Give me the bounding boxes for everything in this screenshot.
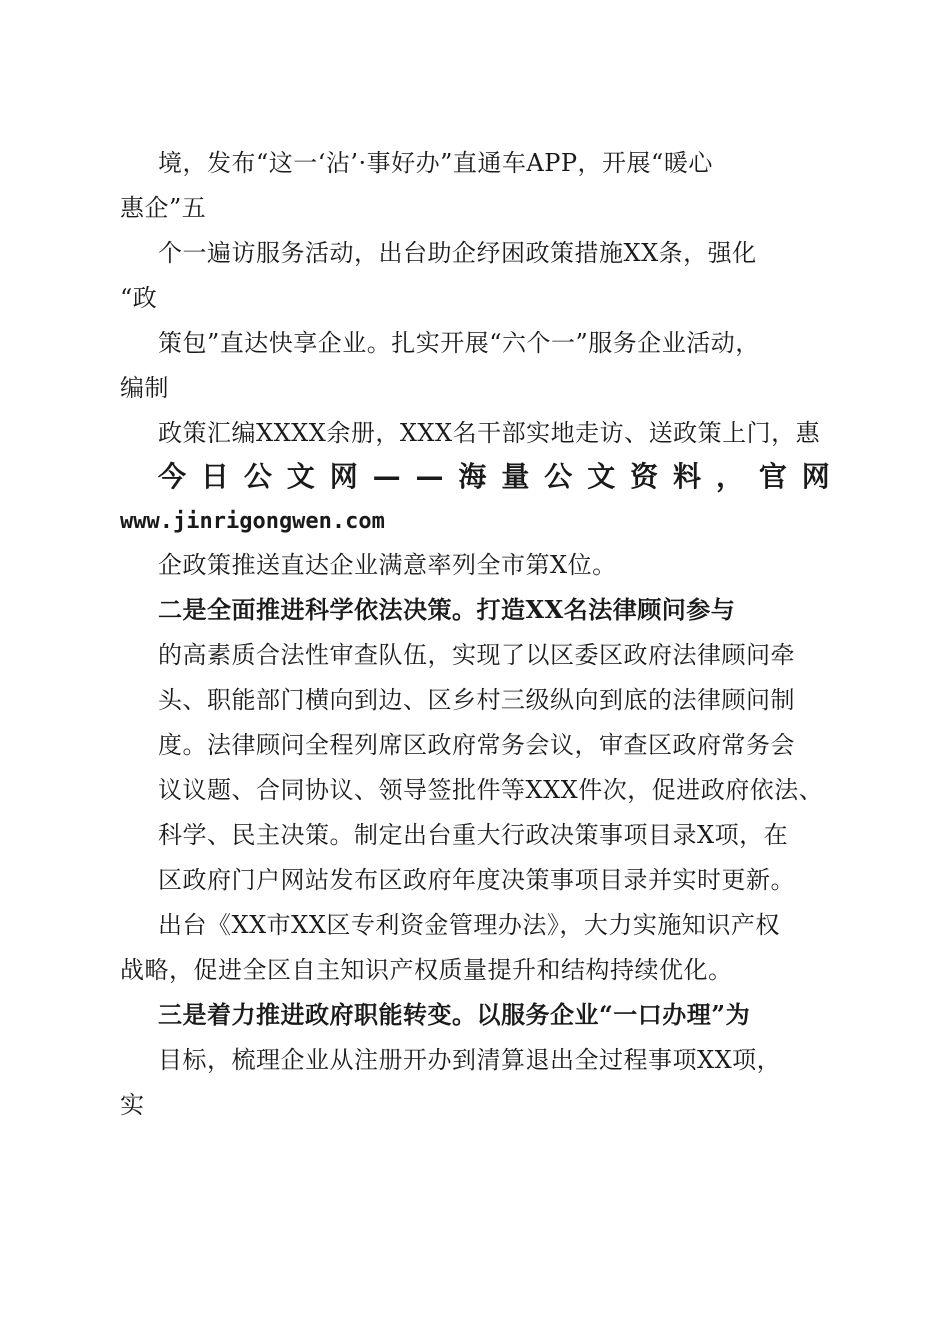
text-line: 境，发布“这一‘沾’·事好办”直通车APP，开展“暖心 [158,149,713,177]
text-line: 目标，梳理企业从注册开办到清算退出全过程事项XX项， [158,1046,782,1074]
watermark-char: 量 [501,460,530,493]
text-line: 度。法律顾问全程列席区政府常务会议，审查区政府常务会 [158,731,795,759]
text-line: 战略，促进全区自主知识产权质量提升和结构持续优化。 [120,956,733,984]
text-line: 企政策推送直达企业满意率列全市第X位。 [158,551,617,579]
text-line: “政 [120,284,158,312]
watermark-char: 官 [758,460,787,493]
watermark-char: 海 [458,460,487,493]
text-line: 编制 [120,374,169,402]
watermark-char: 公 [544,460,573,493]
text-line: 实 [120,1091,145,1119]
watermark-char: 今 [158,460,187,493]
text-line: 议议题、合同协议、领导签批件等XXX件次，促进政府依法、 [158,776,824,804]
text-line: 区政府门户网站发布区政府年度决策事项目录并实时更新。 [158,866,795,894]
watermark-char: 网 [329,460,358,493]
section-heading-line: 三是着力推进政府职能转变。以服务企业“一口办理”为 [158,1000,751,1029]
text-line: 的高素质合法性审查队伍，实现了以区委区政府法律顾问牵 [158,641,795,669]
text-line: 出台《XX市XX区专利资金管理办法》，大力实施知识产权 [158,911,780,939]
watermark-char: 公 [243,460,272,493]
watermark-char: 料 [673,460,702,493]
watermark-url[interactable]: www.jinrigongwen.com [120,509,385,534]
text-line: 惠企”五 [120,194,207,222]
text-line: 策包”直达快享企业。扎实开展“六个一”服务企业活动， [158,329,760,357]
text-line: 头、职能部门横向到边、区乡村三级纵向到底的法律顾问制 [158,686,795,714]
text-line: 科学、民主决策。制定出台重大行政决策事项目录X项，在 [158,821,789,849]
watermark-char: ， [715,460,744,493]
watermark-char: 日 [200,460,229,493]
watermark-banner [158,460,830,494]
watermark-char: 网 [801,460,830,493]
watermark-char: 文 [286,460,315,493]
section-heading-line: 二是全面推进科学依法决策。打造XX名法律顾问参与 [158,595,736,624]
watermark-char: 资 [630,460,659,493]
watermark-char: 文 [587,460,616,493]
watermark-char: — [372,460,401,493]
watermark-char: — [415,460,444,493]
text-line: 政策汇编XXXX余册，XXX名干部实地走访、送政策上门，惠 [158,419,821,447]
text-line: 个一遍访服务活动，出台助企纾困政策措施XX条，强化 [158,239,757,267]
